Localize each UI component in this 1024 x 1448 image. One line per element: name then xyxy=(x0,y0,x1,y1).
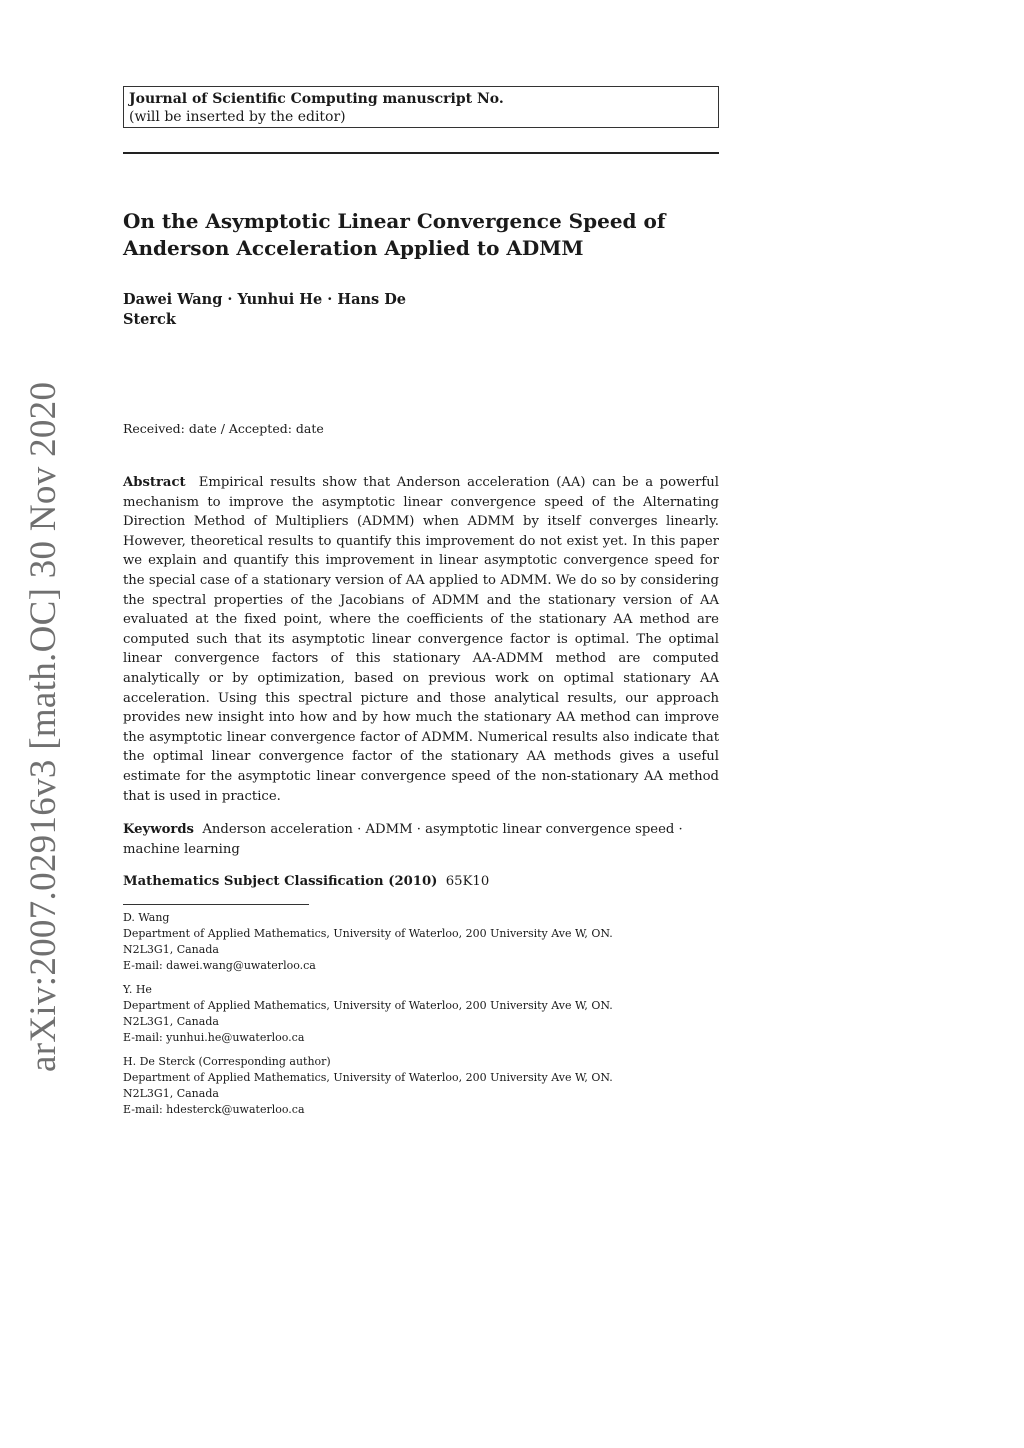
journal-editor-note: (will be inserted by the editor) xyxy=(129,109,346,125)
affiliation-name: Y. He xyxy=(123,983,152,996)
arxiv-identifier: arXiv:2007.02916v3 [math.OC] 30 Nov 2020 xyxy=(23,381,64,1072)
title-rule xyxy=(123,152,719,154)
msc-code: 65K10 xyxy=(445,874,490,889)
author-list-line-1: Dawei Wang · Yunhui He · Hans De xyxy=(123,291,407,308)
affiliation-name: D. Wang xyxy=(123,911,170,924)
author-list-line-2: Sterck xyxy=(123,311,176,328)
keywords xyxy=(123,820,719,859)
affiliation-department: Department of Applied Mathematics, University of Waterloo, 200 University Ave W, ON. xyxy=(123,927,613,940)
journal-name: Journal of Scientific Computing manuscript No. xyxy=(129,91,504,107)
abstract xyxy=(123,473,719,806)
msc-label: Mathematics Subject Classification (2010) xyxy=(123,874,438,889)
paper-title-line-2: Anderson Acceleration Applied to ADMM xyxy=(123,236,584,260)
affiliation-he xyxy=(123,982,723,1046)
abstract-label: Abstract xyxy=(123,475,186,490)
subject-classification xyxy=(123,872,719,892)
keywords-text: Anderson acceleration · ADMM · asymptotic linear convergence speed · machine learning xyxy=(123,822,683,857)
affiliation-de-sterck xyxy=(123,1054,723,1118)
affiliation-postal: N2L3G1, Canada xyxy=(123,1087,219,1100)
paper-title xyxy=(123,208,723,262)
abstract-text: Empirical results show that Anderson acceleration (AA) can be a powerful mechanism to improve the asymptotic linear convergence speed of the Alternating Direction Method of Multipliers (ADMM) when ADMM by itself converges linearly. However, theoretical results to quantify this improvement do not exist yet. In this paper we explain and quantify this improvement in linear asymptotic convergence speed for the special case of a stationary version of AA applied to ADMM. We do so by considering the spectral properties of the Jacobians of ADMM and the stationary version of AA evaluated at the fixed point, where the coefficients of the stationary AA method are computed such that its asymptotic linear convergence factor is optimal. The optimal linear convergence factors of this stationary AA-ADMM method are computed analytically or by optimization, based on previous work on optimal stationary AA acceleration. Using this spectral picture and those analytical results, our approach provides new insight into how and by how much the stationary AA method can improve the asymptotic linear convergence factor of ADMM. Numerical results also indicate that the optimal linear convergence factor of the stationary AA methods gives a useful estimate for the asymptotic linear convergence speed of the non-stationary AA method that is used in practice. xyxy=(123,475,719,804)
author-list xyxy=(123,290,503,330)
keywords-label: Keywords xyxy=(123,822,194,837)
affiliation-email: E-mail: hdesterck@uwaterloo.ca xyxy=(123,1103,305,1116)
affiliation-postal: N2L3G1, Canada xyxy=(123,1015,219,1028)
footnote-rule xyxy=(123,904,309,905)
paper-title-line-1: On the Asymptotic Linear Convergence Speed of xyxy=(123,209,666,233)
received-accepted-date: Received: date / Accepted: date xyxy=(123,421,324,436)
affiliation-name: H. De Sterck (Corresponding author) xyxy=(123,1055,331,1068)
affiliation-wang xyxy=(123,910,723,974)
affiliation-email: E-mail: yunhui.he@uwaterloo.ca xyxy=(123,1031,305,1044)
affiliation-department: Department of Applied Mathematics, University of Waterloo, 200 University Ave W, ON. xyxy=(123,999,613,1012)
affiliation-email: E-mail: dawei.wang@uwaterloo.ca xyxy=(123,959,316,972)
affiliation-postal: N2L3G1, Canada xyxy=(123,943,219,956)
affiliation-department: Department of Applied Mathematics, University of Waterloo, 200 University Ave W, ON. xyxy=(123,1071,613,1084)
journal-header-box xyxy=(123,86,719,128)
